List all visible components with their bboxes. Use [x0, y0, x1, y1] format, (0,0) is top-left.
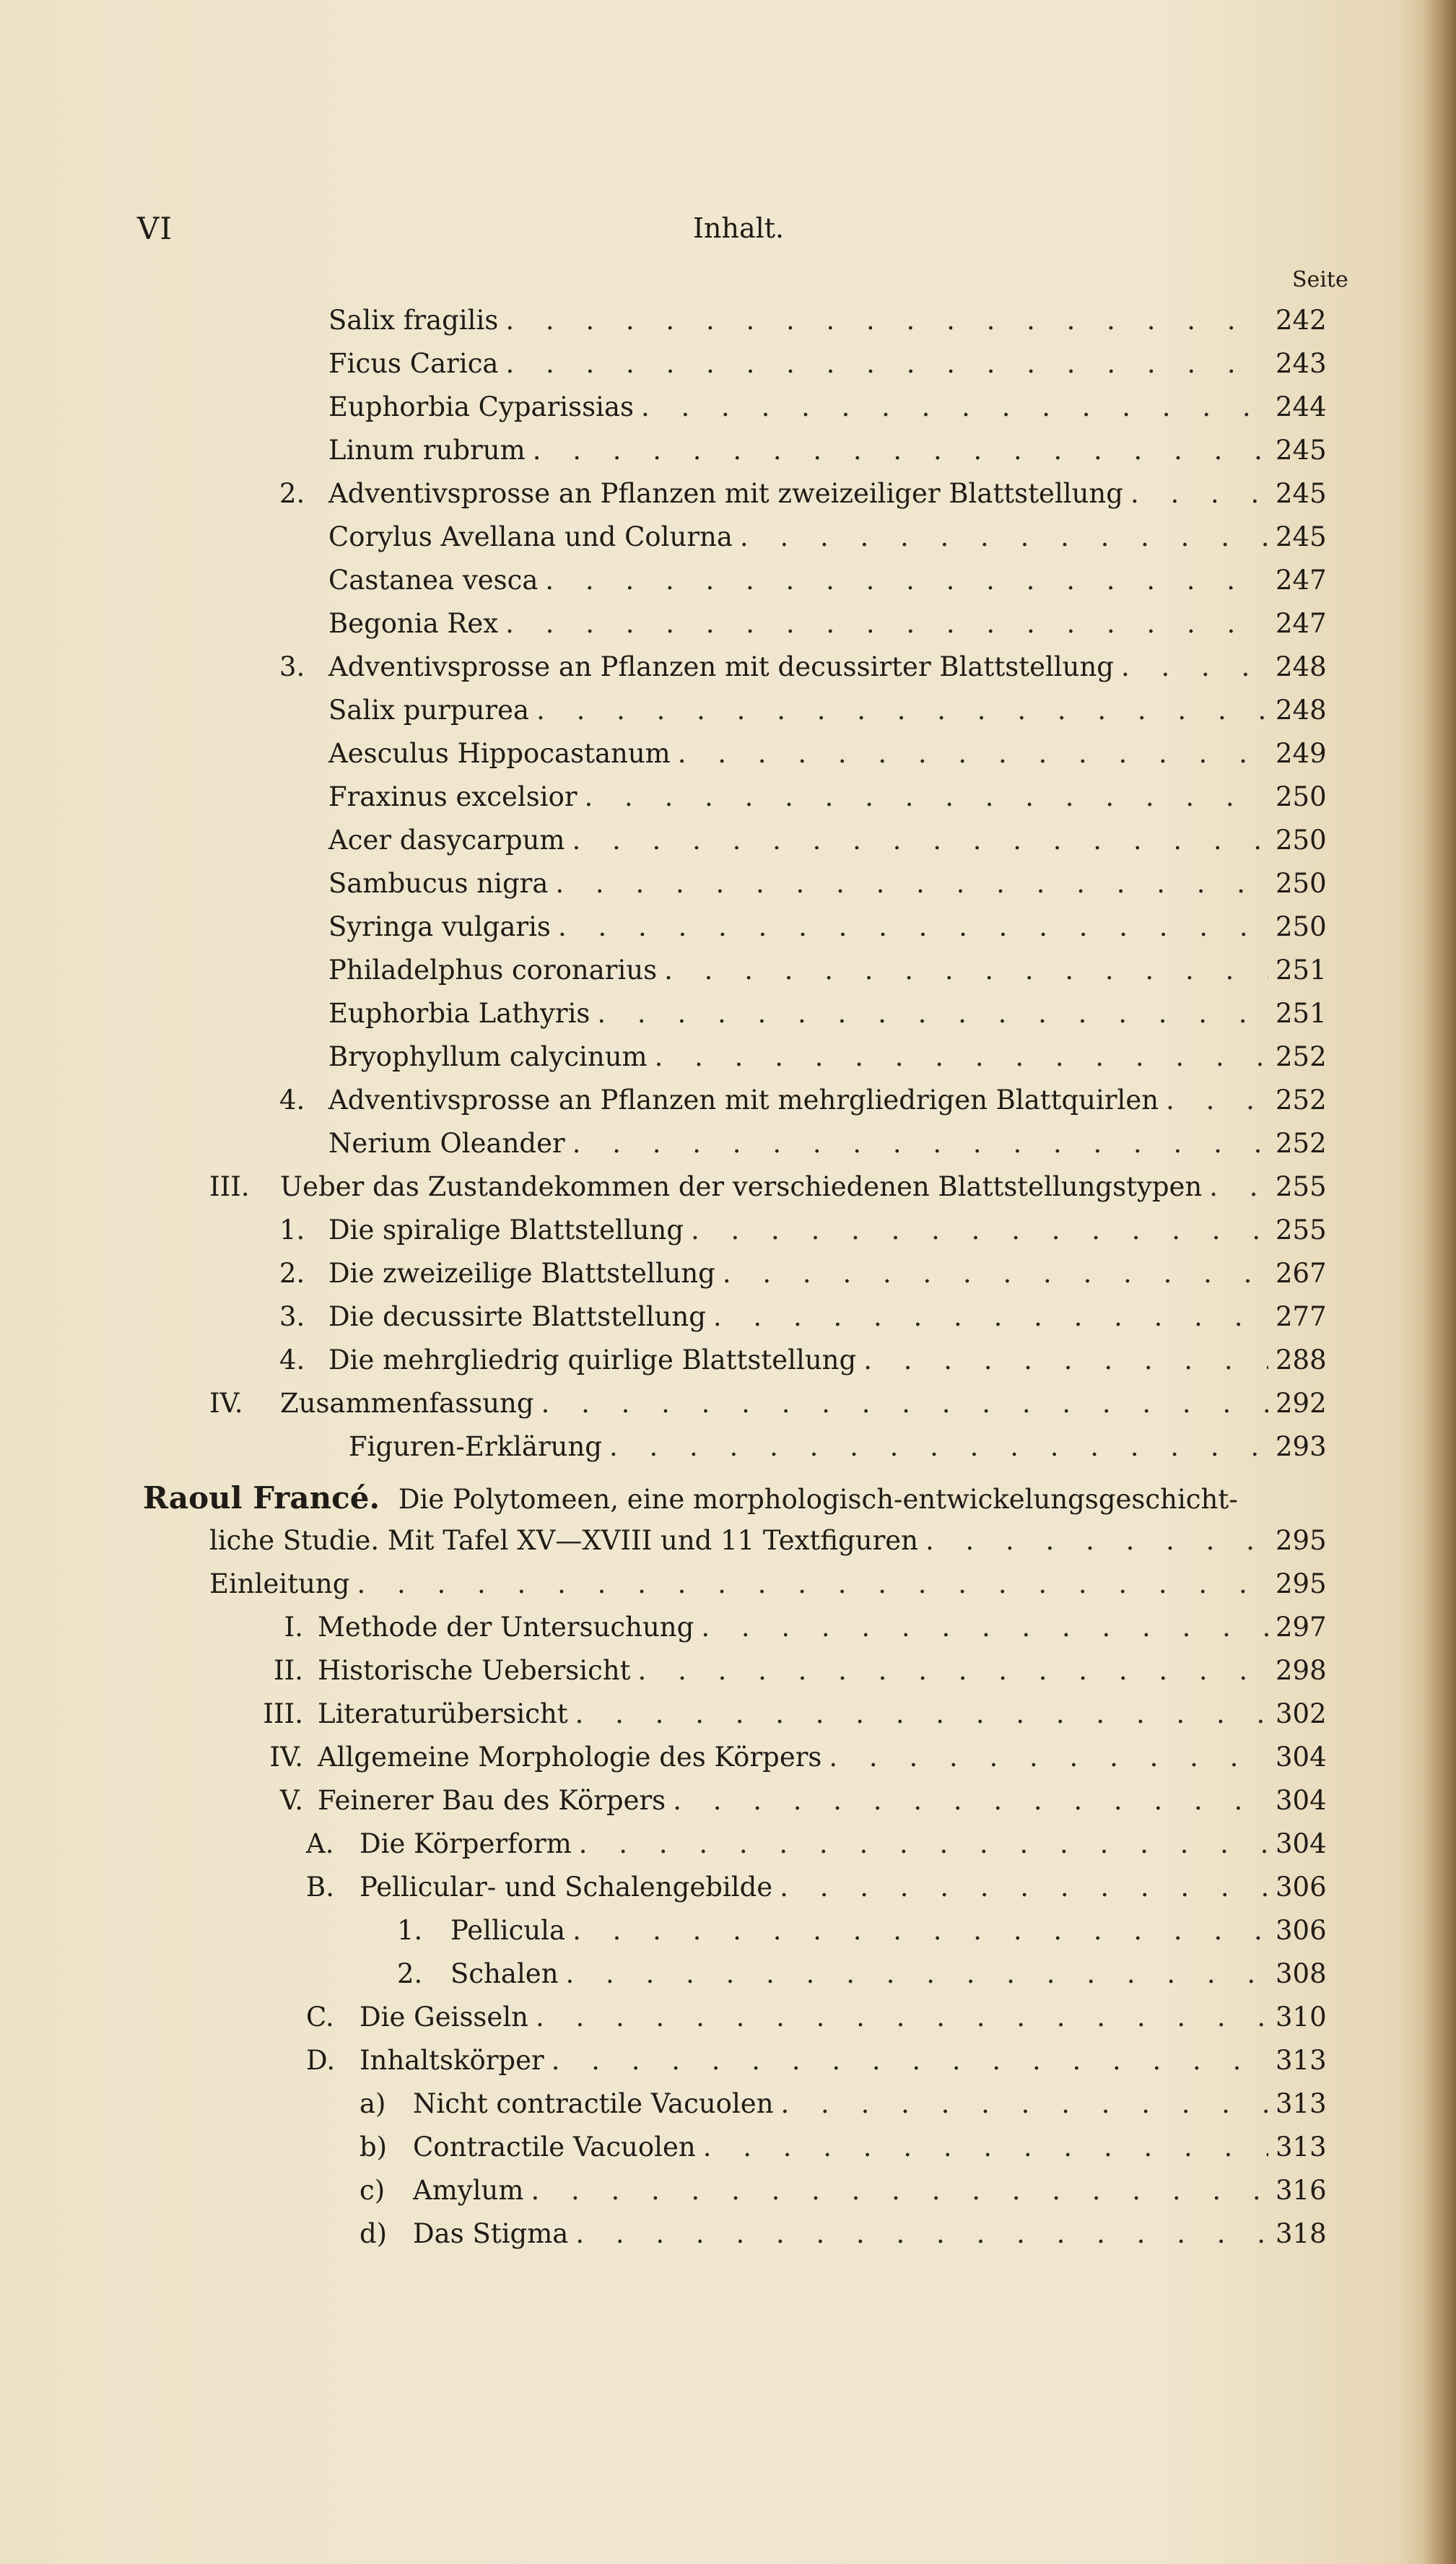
toc-entry: [279, 1344, 1326, 1386]
leader-dots: [555, 868, 1268, 899]
entry-page: 304: [1276, 1785, 1327, 1816]
toc-entry: [306, 2045, 1326, 2087]
toc-entry: [328, 305, 1326, 347]
leader-dots: [572, 1128, 1268, 1159]
entry-title: Die spiralige Blattstellung: [328, 1214, 684, 1246]
entry-page: 304: [1276, 1828, 1327, 1859]
entry-title: Nerium Oleander: [328, 1128, 565, 1159]
leader-dots: [505, 305, 1268, 336]
entry-number: 2.: [279, 478, 305, 509]
entry-title: Pellicula: [450, 1915, 566, 1946]
toc-entry: [328, 565, 1326, 607]
toc-entry: [306, 1828, 1326, 1870]
entry-page: 243: [1276, 348, 1327, 379]
entry-page: 255: [1276, 1171, 1327, 1202]
leader-dots: [505, 348, 1268, 379]
entry-number: D.: [306, 2045, 336, 2076]
entry-title: Das Stigma: [413, 2218, 569, 2249]
entry-page: 306: [1276, 1915, 1327, 1946]
entry-page: 245: [1276, 521, 1327, 552]
entry-number: I.: [284, 1612, 303, 1643]
toc-entry: [328, 825, 1326, 866]
toc-entry: [359, 2131, 1326, 2173]
entry-number: 4.: [279, 1344, 305, 1376]
toc-entry: [359, 2088, 1326, 2130]
page-number: VI: [137, 211, 173, 246]
entry-page: 267: [1276, 1258, 1327, 1289]
leader-dots: [575, 1698, 1268, 1729]
leader-dots: [723, 1258, 1268, 1289]
entry-number: IV.: [269, 1742, 303, 1773]
toc-entry: [328, 695, 1326, 736]
leader-dots: [780, 1872, 1268, 1903]
leader-dots: [1209, 1171, 1268, 1202]
entry-page: 251: [1276, 955, 1327, 986]
toc-entry: [328, 998, 1326, 1040]
entry-title: Ueber das Zustandekommen der verschiedenen Blattstellungstypen: [280, 1171, 1203, 1202]
entry-number: 3.: [279, 1301, 305, 1332]
entry-title: Euphorbia Lathyris: [328, 998, 590, 1029]
leader-dots: [585, 781, 1268, 812]
leader-dots: [357, 1568, 1268, 1599]
entry-page: 252: [1276, 1085, 1327, 1116]
entry-page: 308: [1276, 1958, 1327, 1989]
entry-number: 1.: [397, 1915, 423, 1946]
toc-entry: [235, 1612, 1326, 1653]
entry-page: 316: [1276, 2175, 1327, 2206]
entry-title: Adventivsprosse an Pflanzen mit mehrgliedrigen Blattquirlen: [328, 1085, 1159, 1116]
entry-number: a): [359, 2088, 386, 2119]
toc-entry: [279, 1301, 1326, 1343]
entry-page: 302: [1276, 1698, 1327, 1729]
entry-title: Ficus Carica: [328, 348, 499, 379]
entry-title: Figuren-Erklärung: [349, 1431, 602, 1462]
leader-dots: [536, 2002, 1268, 2033]
entry-title: Fraxinus excelsior: [328, 781, 577, 812]
article-author: Raoul Francé.: [143, 1480, 380, 1516]
entry-number: b): [359, 2131, 388, 2163]
toc-entry: [328, 868, 1326, 910]
article-title-line2: [209, 1525, 1326, 1567]
leader-dots: [505, 608, 1268, 639]
entry-number: 3.: [279, 651, 305, 682]
toc-entry: [279, 651, 1326, 693]
toc-entry: [328, 1041, 1326, 1083]
entry-page: 306: [1276, 1872, 1327, 1903]
entry-number: 2.: [397, 1958, 423, 1989]
leader-dots: [566, 1958, 1268, 1989]
toc-entry: [209, 1568, 1326, 1610]
entry-title: Die zweizeilige Blattstellung: [328, 1258, 715, 1289]
leader-dots: [740, 521, 1268, 552]
entry-number: II.: [274, 1655, 303, 1686]
entry-number: A.: [306, 1828, 334, 1859]
entry-title: Literaturübersicht: [318, 1698, 568, 1729]
entry-page: 297: [1276, 1612, 1327, 1643]
toc-entry: [279, 1258, 1326, 1300]
toc-entry: [328, 1128, 1326, 1170]
entry-title: Die decussirte Blattstellung: [328, 1301, 706, 1332]
leader-dots: [713, 1301, 1268, 1332]
leader-dots: [641, 391, 1268, 422]
entry-title: Die mehrgliedrig quirlige Blattstellung: [328, 1344, 857, 1376]
entry-title: Einleitung: [209, 1568, 350, 1599]
toc-entry: [279, 1085, 1326, 1126]
toc-entry: [209, 1388, 1326, 1430]
entry-title: Begonia Rex: [328, 608, 499, 639]
entry-title: Inhaltskörper: [359, 2045, 544, 2076]
page-edge-shadow: [1423, 0, 1456, 2564]
entry-title: Corylus Avellana und Colurna: [328, 521, 733, 552]
toc-entry: [306, 2002, 1326, 2043]
leader-dots: [638, 1655, 1268, 1686]
leader-dots: [664, 955, 1268, 986]
entry-page: 250: [1276, 911, 1327, 942]
toc-entry: [397, 1958, 1326, 2000]
toc-entry: [209, 1171, 1326, 1213]
leader-dots: [575, 2218, 1268, 2249]
entry-page: 313: [1276, 2088, 1327, 2119]
toc-entry: [328, 608, 1326, 650]
entry-title: Linum rubrum: [328, 435, 526, 466]
entry-page: 288: [1276, 1344, 1327, 1376]
toc-entry: [328, 738, 1326, 780]
toc-entry: [235, 1742, 1326, 1783]
page-title: Inhalt.: [693, 212, 785, 244]
entry-title: Die Geisseln: [359, 2002, 528, 2033]
toc-entry: [328, 781, 1326, 823]
toc-entry: [328, 955, 1326, 996]
entry-title: Zusammenfassung: [280, 1388, 534, 1419]
entry-title: Acer dasycarpum: [328, 825, 565, 856]
entry-title: Amylum: [413, 2175, 524, 2206]
entry-title: Salix fragilis: [328, 305, 499, 336]
entry-title: Bryophyllum calycinum: [328, 1041, 648, 1072]
toc-entry: [328, 521, 1326, 563]
entry-page: 318: [1276, 2218, 1327, 2249]
leader-dots: [572, 825, 1269, 856]
entry-page: 295: [1276, 1525, 1327, 1556]
entry-number: c): [359, 2175, 385, 2206]
entry-title: Nicht contractile Vacuolen: [413, 2088, 774, 2119]
entry-title: Syringa vulgaris: [328, 911, 551, 942]
entry-title: Aesculus Hippocastanum: [328, 738, 671, 769]
entry-page: 251: [1276, 998, 1327, 1029]
entry-page: 304: [1276, 1742, 1327, 1773]
leader-dots: [597, 998, 1268, 1029]
entry-page: 242: [1276, 305, 1327, 336]
article-heading: [143, 1480, 1238, 1516]
entry-title: Adventivsprosse an Pflanzen mit decussirter Blattstellung: [328, 651, 1114, 682]
entry-page: 298: [1276, 1655, 1327, 1686]
entry-page: 310: [1276, 2002, 1327, 2033]
entry-number: 2.: [279, 1258, 305, 1289]
entry-page: 247: [1276, 608, 1327, 639]
toc-entry: [306, 1872, 1326, 1913]
toc-entry: [235, 1698, 1326, 1740]
leader-dots: [673, 1785, 1268, 1816]
entry-page: 295: [1276, 1568, 1327, 1599]
toc-entry: [279, 478, 1326, 520]
entry-title: Salix purpurea: [328, 695, 530, 726]
leader-dots: [536, 695, 1268, 726]
toc-entry: [279, 1214, 1326, 1256]
entry-number: V.: [279, 1785, 303, 1816]
leader-dots: [781, 2088, 1268, 2119]
entry-page: 313: [1276, 2131, 1327, 2163]
leader-dots: [572, 1915, 1268, 1946]
leader-dots: [533, 435, 1268, 466]
leader-dots: [703, 2131, 1268, 2163]
entry-title: Castanea vesca: [328, 565, 539, 596]
entry-title: Methode der Untersuchung: [318, 1612, 694, 1643]
entry-title: Schalen: [450, 1958, 559, 1989]
entry-number: IV.: [209, 1388, 243, 1419]
toc-entry: [328, 911, 1326, 953]
entry-page: 248: [1276, 695, 1327, 726]
toc-entry: [235, 1785, 1326, 1827]
entry-number: 4.: [279, 1085, 305, 1116]
entry-number: C.: [306, 2002, 334, 2033]
leader-dots: [691, 1214, 1268, 1246]
toc-entry: [235, 1655, 1326, 1697]
entry-page: 293: [1276, 1431, 1327, 1462]
entry-page: 250: [1276, 781, 1327, 812]
entry-page: 250: [1276, 868, 1327, 899]
leader-dots: [579, 1828, 1268, 1859]
entry-title: Allgemeine Morphologie des Körpers: [318, 1742, 822, 1773]
leader-dots: [701, 1612, 1268, 1643]
entry-page: 252: [1276, 1128, 1327, 1159]
toc-entry: [328, 435, 1326, 477]
entry-title: Contractile Vacuolen: [413, 2131, 696, 2163]
toc-entry: [359, 2175, 1326, 2217]
entry-page: 255: [1276, 1214, 1327, 1246]
toc-entry: [328, 391, 1326, 433]
leader-dots: [541, 1388, 1268, 1419]
entry-page: 245: [1276, 478, 1327, 509]
entry-page: 247: [1276, 565, 1327, 596]
toc-entry: [359, 2218, 1326, 2260]
leader-dots: [1121, 651, 1268, 682]
entry-number: III.: [209, 1171, 250, 1202]
leader-dots: [531, 2175, 1268, 2206]
toc-entry: [328, 348, 1326, 390]
entry-title: Pellicular- und Schalengebilde: [359, 1872, 773, 1903]
entry-title: Adventivsprosse an Pflanzen mit zweizeiliger Blattstellung: [328, 478, 1123, 509]
entry-number: B.: [306, 1872, 334, 1903]
article-title-line1: Die Polytomeen, eine morphologisch-entwickelungsgeschicht-: [398, 1484, 1238, 1515]
entry-title: Die Körperform: [359, 1828, 572, 1859]
leader-dots: [863, 1344, 1268, 1376]
leader-dots: [558, 911, 1268, 942]
entry-title: Sambucus nigra: [328, 868, 549, 899]
entry-title: Euphorbia Cyparissias: [328, 391, 634, 422]
leader-dots: [925, 1525, 1268, 1556]
entry-page: 248: [1276, 651, 1327, 682]
entry-page: 249: [1276, 738, 1327, 769]
column-label-seite: Seite: [1292, 267, 1348, 292]
entry-title: Philadelphus coronarius: [328, 955, 658, 986]
leader-dots: [1166, 1085, 1268, 1116]
entry-page: 244: [1276, 391, 1327, 422]
leader-dots: [678, 738, 1268, 769]
toc-entry: [349, 1431, 1326, 1473]
leader-dots: [609, 1431, 1268, 1462]
entry-title: liche Studie. Mit Tafel XV—XVIII und 11 Textfiguren: [209, 1525, 918, 1556]
entry-page: 245: [1276, 435, 1327, 466]
entry-page: 277: [1276, 1301, 1327, 1332]
leader-dots: [655, 1041, 1268, 1072]
entry-page: 252: [1276, 1041, 1327, 1072]
entry-page: 313: [1276, 2045, 1327, 2076]
toc-entry: [397, 1915, 1326, 1957]
leader-dots: [545, 565, 1268, 596]
entry-page: 292: [1276, 1388, 1327, 1419]
entry-number: III.: [263, 1698, 303, 1729]
entry-number: 1.: [279, 1214, 305, 1246]
entry-title: Historische Uebersicht: [318, 1655, 631, 1686]
leader-dots: [829, 1742, 1268, 1773]
entry-number: d): [359, 2218, 388, 2249]
entry-page: 250: [1276, 825, 1327, 856]
leader-dots: [1130, 478, 1268, 509]
leader-dots: [552, 2045, 1268, 2076]
entry-title: Feinerer Bau des Körpers: [318, 1785, 666, 1816]
